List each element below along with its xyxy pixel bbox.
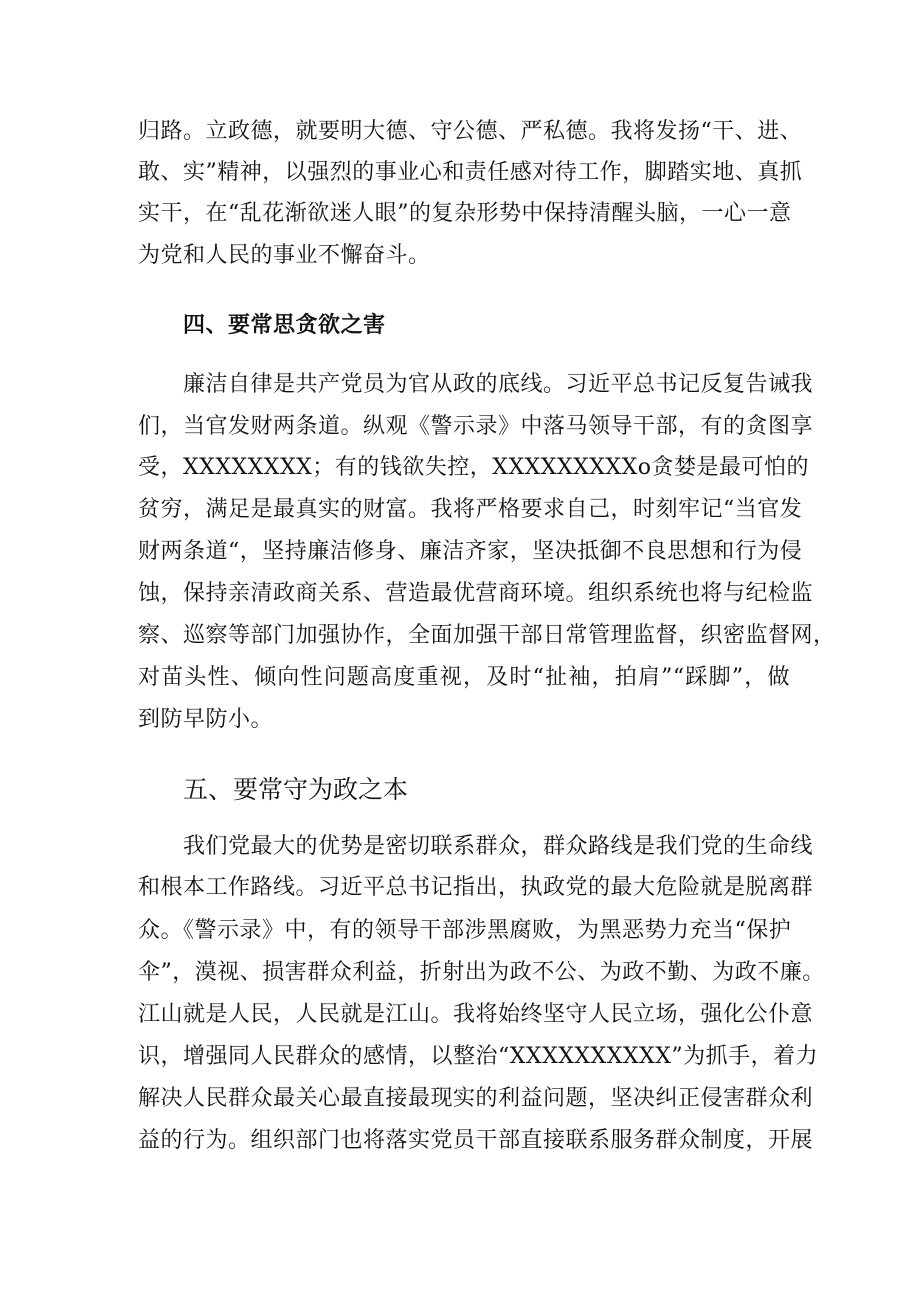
paragraph-2-line-7: 察、巡察等部门加强协作，全面加强干部日常管理监督，织密监督网， [138,623,836,648]
paragraph-2-line-9: 到防早防小。 [138,707,274,732]
section-heading-4: 四、要常思贪欲之害 [183,312,386,338]
paragraph-3-line-5: 江山就是人民，人民就是江山。我将始终坚守人民立场，强化公仆意 [138,1002,814,1027]
paragraph-2-line-4: 贫穷，满足是最真实的财富。我将严格要求自己，时刻牢记“当官发 [138,497,803,522]
paragraph-2-line-5: 财两条道“，坚持廉洁修身、廉洁齐家，坚决抵御不良思想和行为侵 [138,539,803,564]
paragraph-3-line-6: 识，增强同人民群众的感情，以整治“XXXXXXXXXX”为抓手，着力 [138,1044,819,1069]
paragraph-2-line-3: 受，XXXXXXXX；有的钱欲失控，XXXXXXXXXo贪婪是最可怕的 [138,455,810,480]
paragraph-3-line-1: 我们党最大的优势是密切联系群众，群众路线是我们党的生命线 [183,834,814,859]
paragraph-1-line-2: 敢、实”精神，以强烈的事业心和责任感对待工作，脚踏实地、真抓 [138,160,803,185]
paragraph-3-line-8: 益的行为。组织部门也将落实党员干部直接联系服务群众制度，开展 [138,1128,814,1153]
paragraph-3-line-7: 解决人民群众最关心最直接最现实的利益问题，坚决纠正侵害群众利 [138,1086,814,1111]
paragraph-2-line-1: 廉洁自律是共产党员为官从政的底线。习近平总书记反复告诫我 [183,372,814,397]
section-heading-5: 五、要常守为政之本 [183,775,409,804]
paragraph-3-line-3: 众。《警示录》中，有的领导干部涉黑腐败，为黑恶势力充当“保护 [138,918,792,943]
paragraph-2-line-8: 对苗头性、倾向性问题高度重视，及时“扯袖，拍肩”“踩脚”，做 [138,665,790,690]
paragraph-1-line-1: 归路。立政德，就要明大德、守公德、严私德。我将发扬“干、进、 [138,119,803,144]
paragraph-2-line-2: 们，当官发财两条道。纵观《警示录》中落马领导干部，有的贪图享 [138,414,814,439]
paragraph-1-line-4: 为党和人民的事业不懈奋斗。 [138,243,431,268]
paragraph-3-line-2: 和根本工作路线。习近平总书记指出，执政党的最大危险就是脱离群 [138,875,814,900]
paragraph-1-line-3: 实干，在“乱花渐欲迷人眼”的复杂形势中保持清醒头脑，一心一意 [138,201,792,226]
paragraph-2-line-6: 蚀，保持亲清政商关系、营造最优营商环境。组织系统也将与纪检监 [138,581,814,606]
paragraph-3-line-4: 伞”，漠视、损害群众利益，折射出为政不公、为政不勤、为政不廉。 [138,960,825,985]
